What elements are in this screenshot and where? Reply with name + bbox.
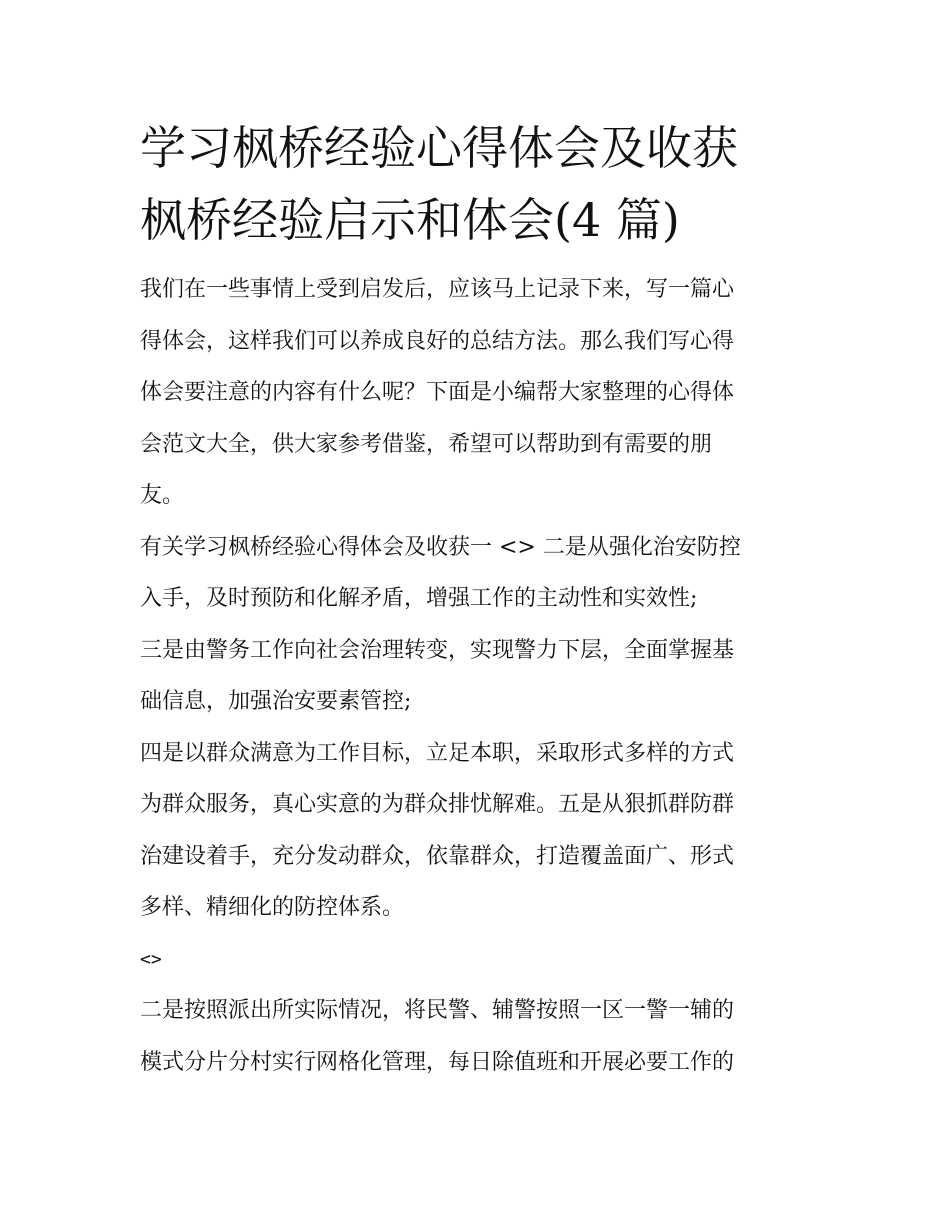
body-paragraph [140, 625, 815, 728]
text-line: 有关学习枫桥经验心得体会及收获一 <> 二是从强化治安防控 [140, 534, 741, 560]
title-line: 学习枫桥经验心得体会及收获 [140, 121, 738, 175]
text-line: 四是以群众满意为工作目标，立足本职，采取形式多样的方式 [140, 740, 735, 766]
body-paragraph [140, 522, 815, 625]
text-line: 治建设着手，充分发动群众，依靠群众，打造覆盖面广、形式 [140, 843, 735, 869]
body-paragraph [140, 985, 815, 1088]
text-line: 多样、精细化的防控体系。 [140, 895, 405, 920]
text-line: <> [140, 948, 162, 970]
text-line: 我们在一些事情上受到启发后，应该马上记录下来，写一篇心 [140, 277, 735, 302]
intro-paragraph [140, 264, 815, 522]
text-line: 得体会，这样我们可以养成良好的总结方法。那么我们写心得 [140, 328, 735, 354]
marker-paragraph [140, 934, 815, 986]
text-line: 会范文大全，供大家参考借鉴，希望可以帮助到有需要的朋 [140, 431, 713, 457]
document-title [140, 112, 815, 256]
text-line: 础信息，加强治安要素管控; [140, 689, 412, 714]
text-line: 入手，及时预防和化解矛盾，增强工作的主动性和实效性; [140, 586, 698, 611]
text-line: 为群众服务，真心实意的为群众排忧解难。五是从狠抓群防群 [140, 792, 735, 817]
text-line: 二是按照派出所实际情况，将民警、辅警按照一区一警一辅的 [140, 998, 735, 1023]
document-body [140, 112, 815, 1088]
text-line: 三是由警务工作向社会治理转变，实现警力下层，全面掌握基 [140, 637, 735, 663]
title-line: 枫桥经验启示和体会(4 篇) [140, 193, 680, 247]
text-line: 友。 [140, 483, 185, 508]
text-line: 模式分片分村实行网格化管理，每日除值班和开展必要工作的 [140, 1049, 735, 1075]
text-line: 体会要注意的内容有什么呢？下面是小编帮大家整理的心得体 [140, 380, 735, 405]
body-paragraph [140, 728, 815, 934]
